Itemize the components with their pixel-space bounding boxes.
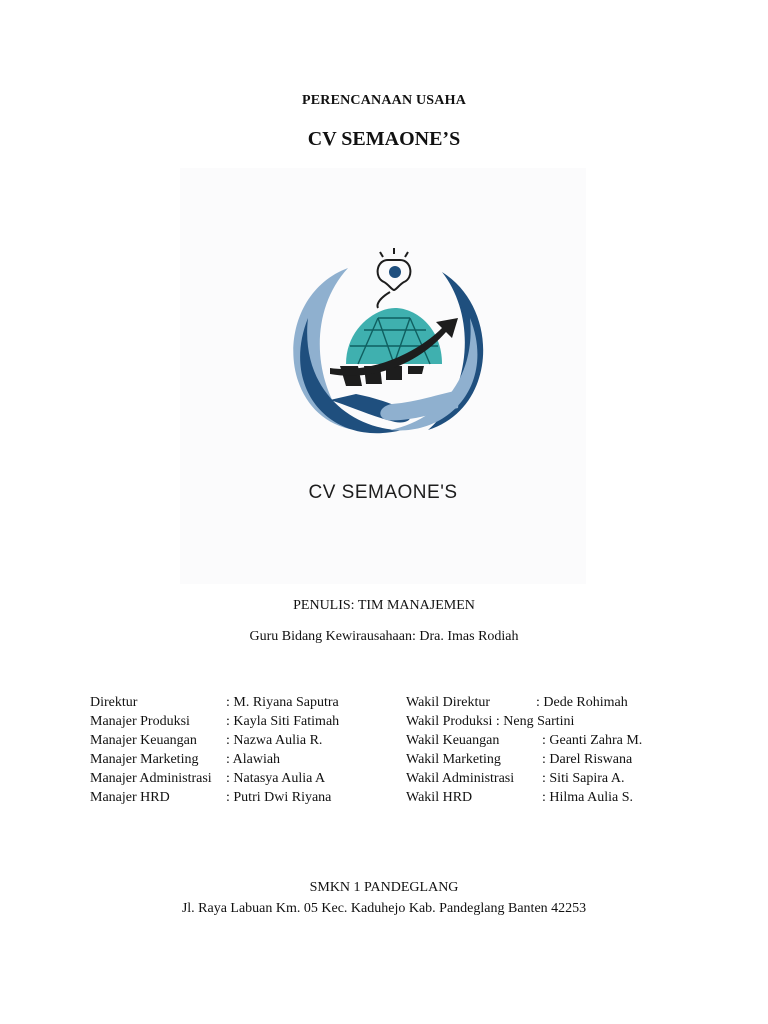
deputy-name: : Geanti Zahra M. [542,733,643,748]
role-label: Manajer Keuangan [90,733,197,748]
deputy-role-label: Wakil Direktur [406,695,491,710]
deputy-name: : Hilma Aulia S. [542,790,633,805]
management-roster [90,693,690,807]
school-name: SMKN 1 PANDEGLANG [309,880,459,895]
roster-row [90,731,690,750]
deputy-role-label: Wakil Keuangan [406,733,500,748]
role-label: Manajer HRD [90,790,170,805]
roster-row [90,769,690,788]
deputy-name: : Dede Rohimah [536,695,628,710]
author-line: PENULIS: TIM MANAJEMEN [293,598,475,613]
person-name: : Nazwa Aulia R. [226,733,323,748]
roster-row [90,788,690,807]
document-subtitle: PERENCANAAN USAHA [301,93,467,108]
company-logo [180,168,586,584]
role-label: Manajer Produksi [90,714,190,729]
school-address: Jl. Raya Labuan Km. 05 Kec. Kaduhejo Kab. Pandeglang Banten 42253 [181,901,587,916]
roster-row [90,693,690,712]
person-name: : M. Riyana Saputra [226,695,339,710]
deputy-name: : Siti Sapira A. [542,771,625,786]
deputy-role-label: Wakil Produksi : Neng Sartini [406,714,575,729]
role-label: Manajer Administrasi [90,771,212,786]
deputy-role-label: Wakil Marketing [406,752,501,767]
logo-caption: CV SEMAONE'S [308,482,458,503]
person-name: : Alawiah [226,752,281,767]
roster-row [90,750,690,769]
roster-row [90,712,690,731]
role-label: Direktur [90,695,138,710]
deputy-role-label: Wakil HRD [406,790,473,805]
deputy-role-label: Wakil Administrasi [406,771,515,786]
role-label: Manajer Marketing [90,752,199,767]
document-title: CV SEMAONE’S [307,128,461,150]
person-name: : Putri Dwi Riyana [226,790,332,805]
person-name: : Natasya Aulia A [226,771,326,786]
person-name: : Kayla Siti Fatimah [226,714,340,729]
deputy-name: : Darel Riswana [542,752,633,767]
teacher-line: Guru Bidang Kewirausahaan: Dra. Imas Rodiah [249,629,519,644]
